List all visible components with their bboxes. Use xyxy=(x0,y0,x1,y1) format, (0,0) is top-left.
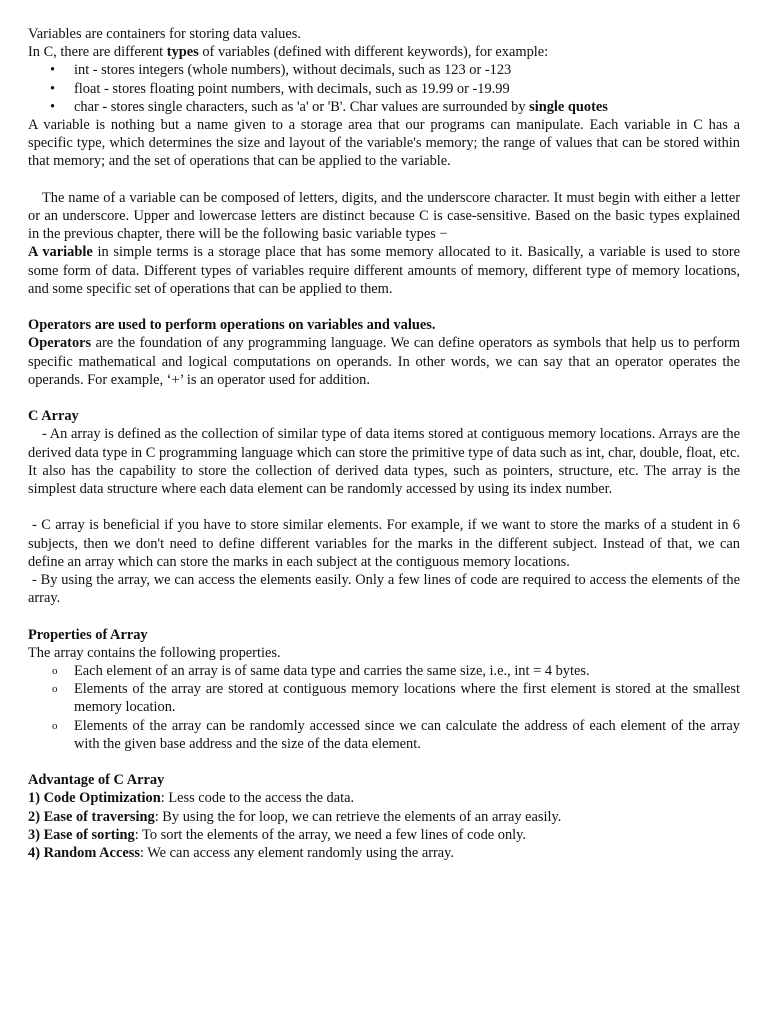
list-item-text: Elements of the array can be randomly accessed since we can calculate the address of each element of the array with the given base address and the size of the data element. xyxy=(74,717,740,752)
intro-line-2 xyxy=(28,43,740,61)
variable-name-paragraph: The name of a variable can be composed of letters, digits, and the underscore character. It must begin with either a letter or an underscore. Upper and lowercase letters are distinct because C is case-sensitive. Based on the basic types explained in the previous chapter, there will be the following basic variable types − xyxy=(28,189,740,243)
intro-line-2-bold: types xyxy=(166,44,199,61)
properties-list xyxy=(28,662,740,753)
list-item-text: char - stores single characters, such as 'a' or 'B'. Char values are surrounded by xyxy=(74,98,530,115)
advantages-heading xyxy=(28,771,740,789)
document-page xyxy=(28,25,740,862)
list-item-text: Elements of the array are stored at contiguous memory locations where the first element is stored at the smallest memory location. xyxy=(74,681,740,716)
list-item xyxy=(28,98,740,116)
advantage-label: 2) Ease of traversing xyxy=(28,808,155,825)
bullet-icon: • xyxy=(50,62,56,79)
list-item xyxy=(28,80,740,98)
a-variable-paragraph xyxy=(28,243,740,298)
list-item xyxy=(28,680,740,716)
properties-intro: The array contains the following properties. xyxy=(28,644,281,661)
advantage-item xyxy=(28,844,740,862)
circle-bullet-icon: o xyxy=(52,665,58,678)
intro-line-2-tail: of variables (defined with different keywords), for example: xyxy=(198,44,549,61)
c-array-paragraph-2: - C array is beneficial if you have to store similar elements. For example, if we want to store the marks of a student in 6 subjects, then we don't need to define different variables for the marks in the different subject. Instead of that, we can define an array which can store the marks in each subject at the contiguous memory locations. xyxy=(28,517,740,570)
bullet-icon: • xyxy=(50,80,56,97)
c-array-heading xyxy=(28,407,740,425)
circle-bullet-icon: o xyxy=(52,719,58,732)
operators-heading-text: Operators are used to perform operations on variables and values. xyxy=(28,317,436,334)
operators-bold: Operators xyxy=(28,335,92,352)
circle-bullet-icon: o xyxy=(52,683,58,696)
c-array-paragraph-1: - An array is defined as the collection of similar type of data items stored at contiguous memory locations. Arrays are the derived data type in C programming language which can store the primitive type of data such as int, char, double, float, etc. It also has the capability to store the collection of derived data types, such as pointers, structure, etc. The array is the simplest data structure where each data element can be randomly accessed by using its index number. xyxy=(28,426,740,498)
intro-line-1: Variables are containers for storing data values. xyxy=(28,26,301,42)
advantage-item xyxy=(28,826,740,844)
operators-heading xyxy=(28,316,740,334)
variable-paragraph: A variable is nothing but a name given to a storage area that our programs can manipulate. Each variable in C has a specific type, which determines the size and layout of the variable's memory; the range of values that can be stored within that memory; and the set of operations that can be applied to the variable. xyxy=(28,117,740,170)
operators-text: are the foundation of any programming language. We can define operators as symbols that help us to perform specific mathematical and logical computations on operands. In other words, we can say that an operator operates the operands. For example, ‘+’ is an operator used for addition. xyxy=(28,335,740,388)
advantage-label: 1) Code Optimization xyxy=(28,790,161,807)
advantage-label: 4) Random Access xyxy=(28,845,140,862)
advantage-text: : To sort the elements of the array, we need a few lines of code only. xyxy=(134,826,526,843)
list-item-text: Each element of an array is of same data type and carries the same size, i.e., int = 4 bytes. xyxy=(74,663,590,680)
advantages-heading-text: Advantage of C Array xyxy=(28,772,165,789)
advantage-text: : We can access any element randomly using the array. xyxy=(139,845,455,862)
advantage-text: : By using the for loop, we can retrieve the elements of an array easily. xyxy=(154,808,562,825)
list-item-text: int - stores integers (whole numbers), without decimals, such as 123 or -123 xyxy=(74,62,512,79)
a-variable-bold: A variable xyxy=(28,244,93,261)
operators-paragraph xyxy=(28,334,740,389)
c-array-heading-text: C Array xyxy=(28,408,79,425)
list-item xyxy=(28,61,740,79)
list-item-bold: single quotes xyxy=(529,98,608,115)
c-array-paragraph-3: - By using the array, we can access the elements easily. Only a few lines of code are required to access the elements of the array. xyxy=(28,572,740,607)
advantage-label: 3) Ease of sorting xyxy=(28,826,135,843)
properties-heading-text: Properties of Array xyxy=(28,626,148,643)
a-variable-text: in simple terms is a storage place that has some memory allocated to it. Basically, a variable is used to store some form of data. Different types of variables require different amounts of memory, different type of memory locations, and some specific set of operations that can be applied to them. xyxy=(28,244,740,297)
advantage-text: : Less code to the access the data. xyxy=(160,790,355,807)
bullet-icon: • xyxy=(50,98,56,115)
list-item-text: float - stores floating point numbers, with decimals, such as 19.99 or -19.99 xyxy=(74,80,510,97)
list-item xyxy=(28,662,740,680)
advantage-item xyxy=(28,789,740,807)
list-item xyxy=(28,717,740,753)
properties-heading xyxy=(28,626,740,644)
types-list xyxy=(28,61,740,116)
advantage-item xyxy=(28,808,740,826)
intro-line-2-text: In C, there are different xyxy=(28,44,167,61)
